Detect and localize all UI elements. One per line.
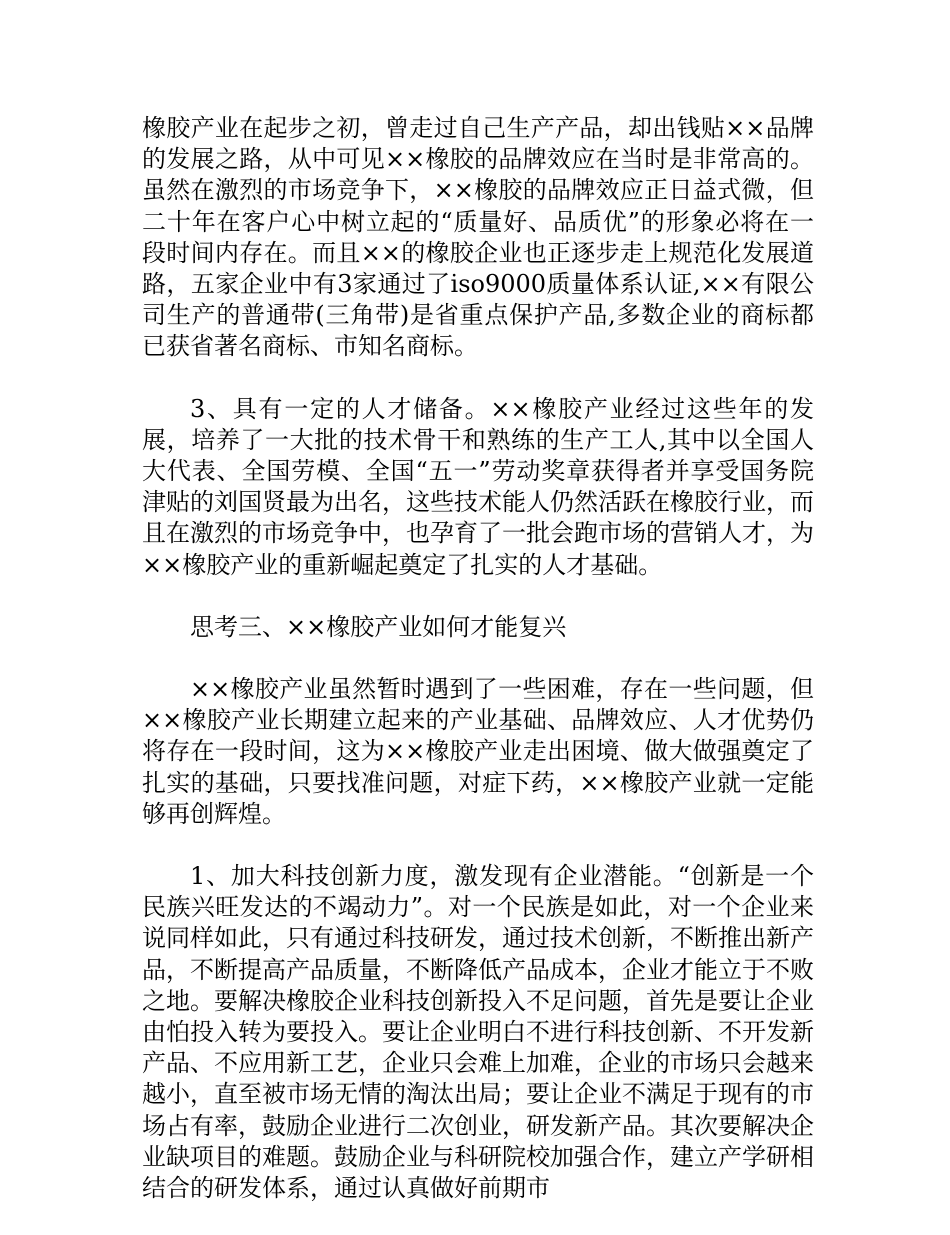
- document-body: [142, 113, 814, 1235]
- section-heading: 思考三、××橡胶产业如何才能复兴: [190, 612, 567, 641]
- paragraph-tech-innovation: 1、加大科技创新力度，激发现有企业潜能。“创新是一个民族兴旺发达的不竭动力”。对一个民族是如此，对一个企业来说同样如此，只有通过科技研发，通过技术创新，不断推出新产品，不断提高产品质量，不断降低产品成本，企业才能立于不败之地。要解决橡胶企业科技创新投入不足问题，首先是要让企业由怕投入转为要投入。要让企业明白不进行科技创新、不开发新产品、不应用新工艺，企业只会难上加难，企业的市场只会越来越小，直至被市场无情的淘汰出局；要让企业不满足于现有的市场占有率，鼓励企业进行二次创业，研发新产品。其次要解决企业缺项目的难题。鼓励企业与科研院校加强合作，建立产学研相结合的研发体系，通过认真做好前期市: [142, 862, 814, 1203]
- paragraph-revival-basis: ××橡胶产业虽然暂时遇到了一些困难，存在一些问题，但××橡胶产业长期建立起来的产业基础、品牌效应、人才优势仍将存在一段时间，这为××橡胶产业走出困境、做大做强奠定了扎实的基础，只要找准问题，对症下药，××橡胶产业就一定能够再创辉煌。: [142, 675, 814, 828]
- paragraph-talent-reserve: 3、具有一定的人才储备。××橡胶产业经过这些年的发展，培养了一大批的技术骨干和熟练的生产工人,其中以全国人大代表、全国劳模、全国“五一”劳动奖章获得者并享受国务院津贴的刘国贤最为出名，这些技术能人仍然活跃在橡胶行业，而且在激烈的市场竞争中，也孕育了一批会跑市场的营销人才，为××橡胶产业的重新崛起奠定了扎实的人才基础。: [142, 394, 814, 579]
- paragraph-brand-effect: 橡胶产业在起步之初，曾走过自己生产产品，却出钱贴××品牌的发展之路，从中可见××橡胶的品牌效应在当时是非常高的。虽然在激烈的市场竞争下，××橡胶的品牌效应正日益式微，但二十年在客户心中树立起的“质量好、品质优”的形象必将在一段时间内存在。而且××的橡胶企业也正逐步走上规范化发展道路，五家企业中有3家通过了iso9000质量体系认证,××有限公司生产的普通带(三角带)是省重点保护产品,多数企业的商标都已获省著名商标、市知名商标。: [142, 114, 814, 361]
